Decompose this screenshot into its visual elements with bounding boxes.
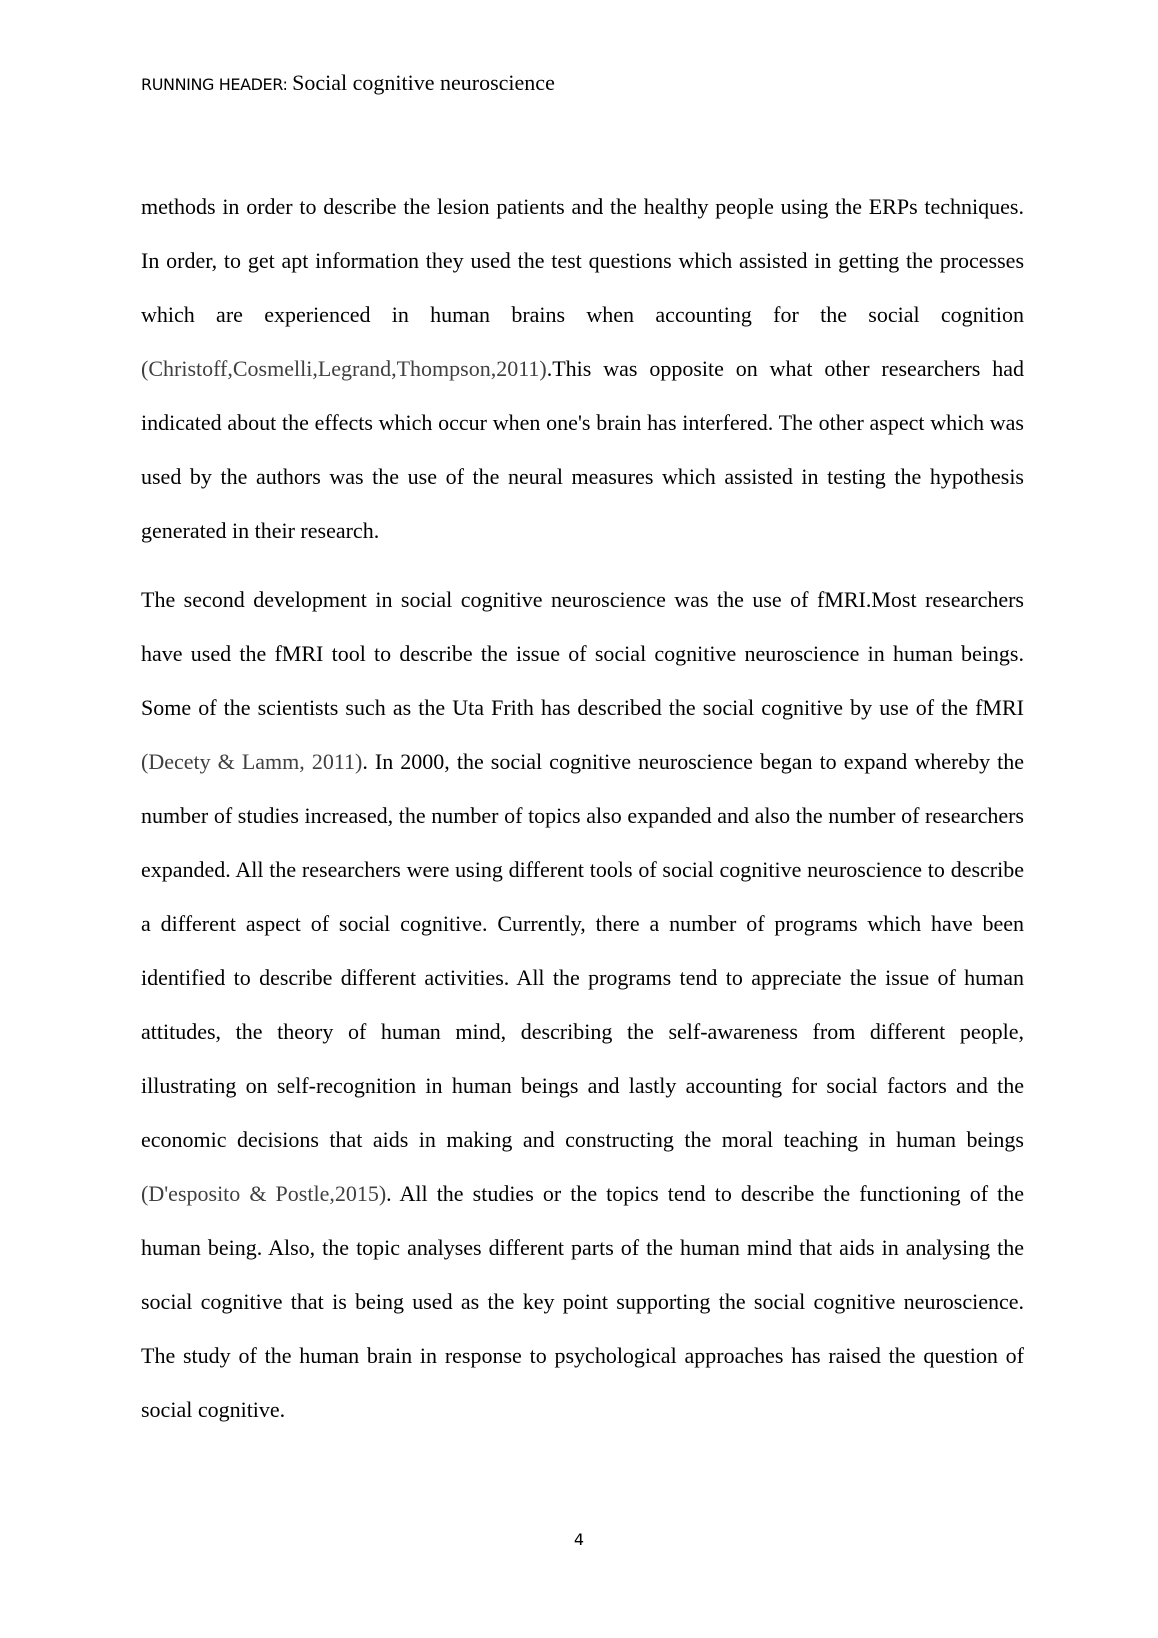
- citation: (Decety & Lamm, 2011): [141, 749, 363, 774]
- running-header-label: RUNNING HEADER:: [141, 75, 293, 94]
- body-text: [141, 180, 1024, 1437]
- text-run: . All the studies or the topics tend to describe the functioning of the human being. Also, the topic analyses different parts of the human mind that aids in analysing the social cognitive that is being used as the key point supporting the social cognitive neuroscience. The study of the human brain in response to psychological approaches has raised the question of social cognitive.: [141, 1181, 1024, 1422]
- text-run: methods in order to describe the lesion patients and the healthy people using the ERPs techniques. In order, to get apt information they used the test questions which assisted in getting the processes which are experienced in human brains when accounting for the social cognition: [141, 194, 1024, 327]
- text-run: . In 2000, the social cognitive neuroscience began to expand whereby the number of studies increased, the number of topics also expanded and also the number of researchers expanded. All the researchers were using different tools of social cognitive neuroscience to describe a different aspect of social cognitive. Currently, there a number of programs which have been identified to describe different activities. All the programs tend to appreciate the issue of human attitudes, the theory of human mind, describing the self-awareness from different people, illustrating on self-recognition in human beings and lastly accounting for social factors and the economic decisions that aids in making and constructing the moral teaching in human beings: [141, 749, 1025, 1152]
- paragraph: [141, 573, 1024, 1437]
- page-number: 4: [573, 1530, 585, 1549]
- running-header: [141, 70, 555, 96]
- citation: (Christoff,Cosmelli,Legrand,Thompson,2011): [141, 356, 547, 381]
- text-run: The second development in social cognitive neuroscience was the use of fMRI.Most researchers have used the fMRI tool to describe the issue of social cognitive neuroscience in human beings. Some of the scientists such as the Uta Frith has described the social cognitive by use of the fMRI: [141, 587, 1024, 720]
- citation: (D'esposito & Postle,2015): [141, 1181, 387, 1206]
- text-run: .This was opposite on what other researchers had indicated about the effects which occur when one's brain has interfered. The other aspect which was used by the authors was the use of the neural measures which assisted in testing the hypothesis generated in their research.: [141, 356, 1024, 543]
- paragraph: [141, 180, 1024, 558]
- running-header-title: Social cognitive neuroscience: [292, 70, 555, 95]
